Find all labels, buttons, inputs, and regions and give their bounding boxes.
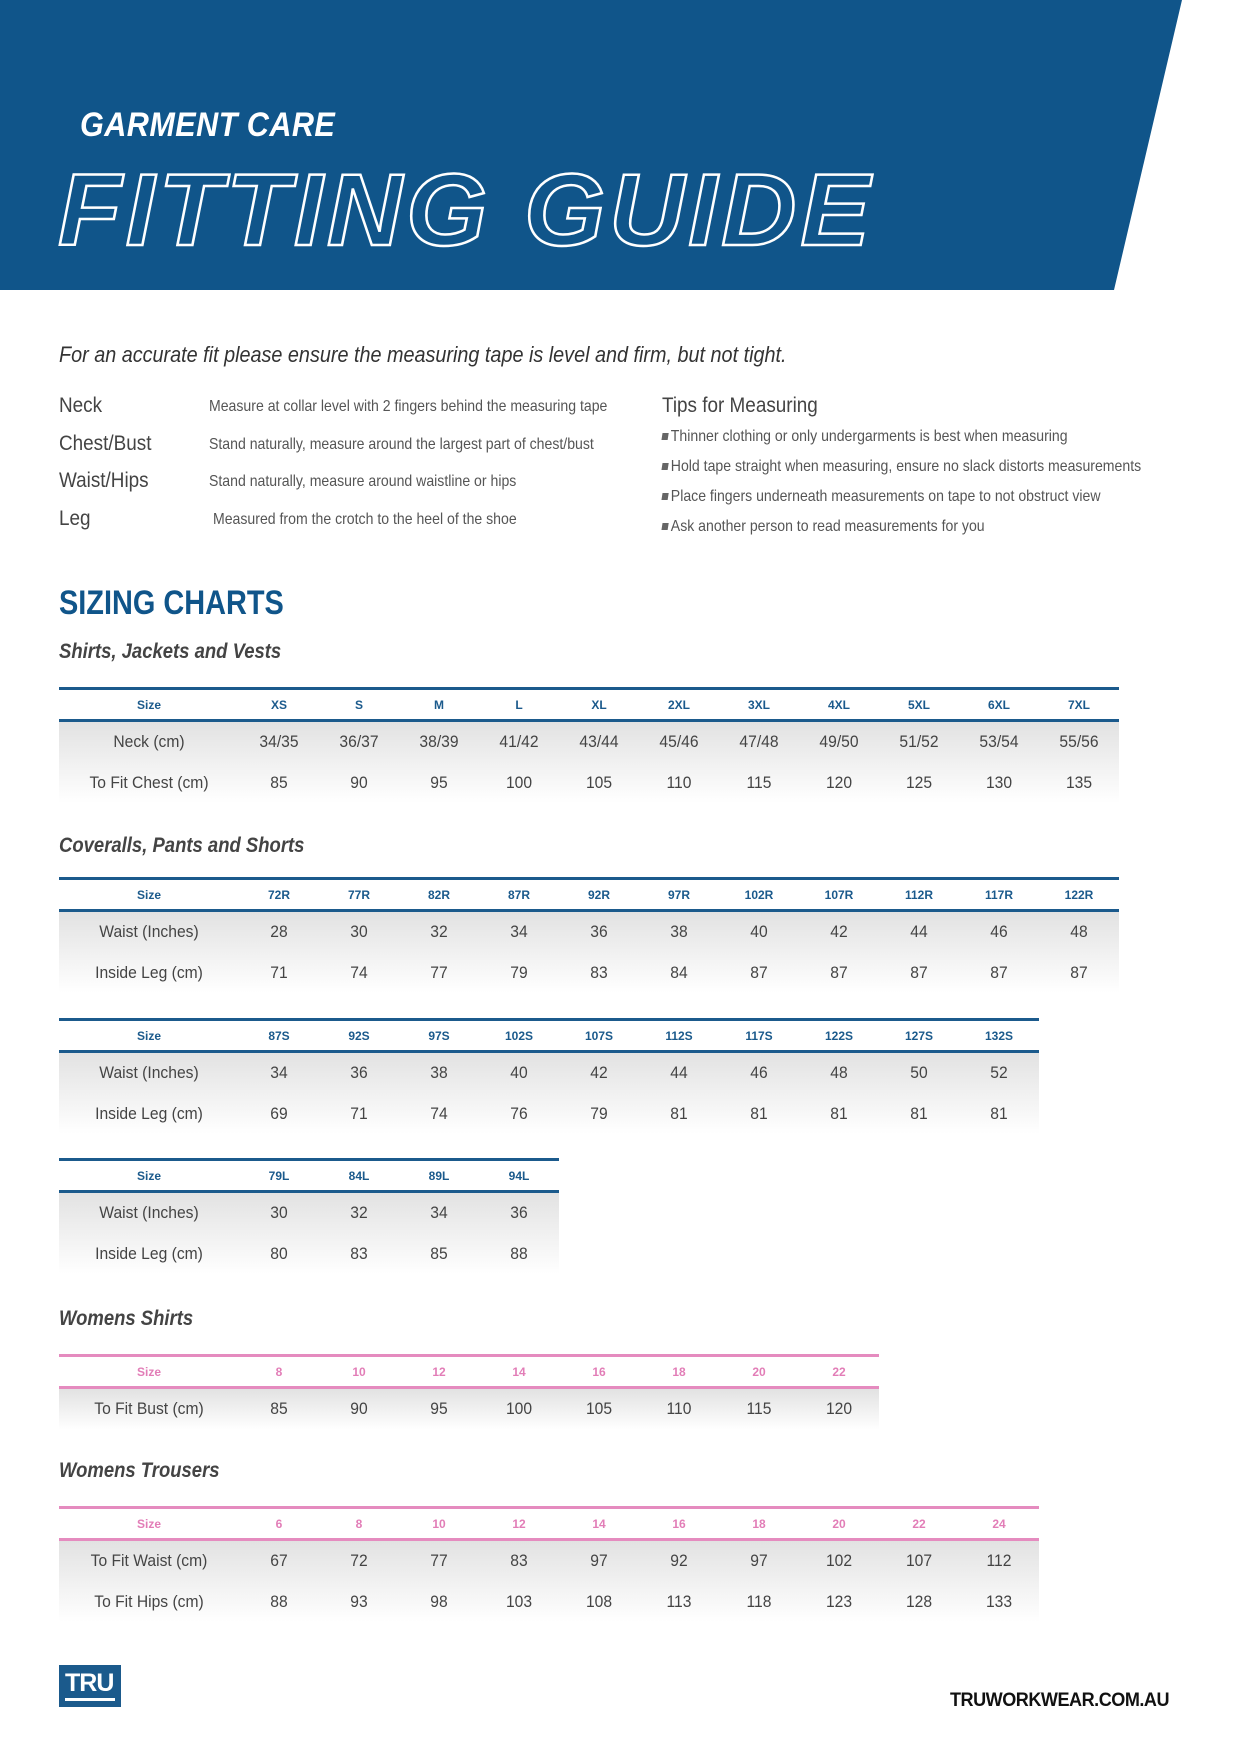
size-header: 22 [832,1364,846,1379]
banner-title: FITTING GUIDE [58,153,874,267]
size-header: 10 [352,1364,366,1379]
table-cell: 85 [270,772,288,792]
table-cell: 36/37 [339,732,379,752]
table-cell: 44 [910,922,928,942]
table-cell: 32 [430,922,448,942]
size-table-shirts [59,687,1119,803]
table-cell: 93 [350,1591,368,1611]
header-label: Size [136,1364,161,1379]
table-cell: 87 [910,962,928,982]
size-header: XS [270,697,287,712]
table-cell: 83 [510,1551,528,1571]
table-cell: 74 [350,962,368,982]
table-cell: 125 [905,772,933,792]
table-cell: 46 [990,922,1008,942]
bullet-icon [661,433,668,440]
bullet-icon [661,493,668,500]
table-cell: 87 [990,962,1008,982]
row-label: Inside Leg (cm) [95,1103,203,1123]
table-cell: 69 [270,1103,288,1123]
tip-item [662,518,1141,548]
table-cell: 123 [825,1591,853,1611]
size-header: 12 [432,1364,446,1379]
size-header: 16 [672,1516,686,1531]
table-cell: 34 [270,1063,288,1083]
header-label: Size [136,887,161,902]
size-header: S [354,697,363,712]
website-url: TRUWORKWEAR.COM.AU [950,1690,1170,1711]
table-cell: 38 [430,1063,448,1083]
size-header: 12 [512,1516,526,1531]
size-header: 97S [428,1028,450,1043]
size-header: 6XL [987,697,1010,712]
table-cell: 83 [590,962,608,982]
tip-text: Hold tape straight when measuring, ensure no slack distorts measurements [670,458,1142,475]
size-table-womens-trousers [59,1506,1039,1622]
table-body [59,722,1119,803]
size-header: 20 [832,1516,846,1531]
table-cell: 40 [750,922,768,942]
size-header: 107R [824,887,854,902]
size-header: 97R [667,887,690,902]
table-cell: 43/44 [579,732,619,752]
table-cell: 81 [750,1103,768,1123]
table-cell: 74 [430,1103,448,1123]
table-cell: 95 [430,772,448,792]
tip-item [662,428,1141,458]
size-header: 22 [912,1516,926,1531]
table-cell: 90 [350,772,368,792]
chart-title: Shirts, Jackets and Vests [59,640,282,663]
table-row [59,953,1119,994]
size-header: 10 [432,1516,446,1531]
table-cell: 110 [666,772,692,792]
table-cell: 110 [666,1399,692,1419]
table-cell: 103 [505,1591,533,1611]
table-cell: 34 [430,1203,448,1223]
tip-item [662,488,1141,518]
table-cell: 85 [270,1399,288,1419]
table-cell: 40 [510,1063,528,1083]
size-header: 107S [584,1028,614,1043]
header-label: Size [136,697,161,712]
table-header-row [59,1018,1039,1053]
table-row [59,1193,559,1234]
table-cell: 92 [670,1551,688,1571]
table-cell: 32 [350,1203,368,1223]
table-cell: 115 [746,772,772,792]
table-cell: 42 [590,1063,608,1083]
table-cell: 98 [430,1591,448,1611]
row-label: Inside Leg (cm) [95,962,203,982]
size-header: 8 [275,1364,283,1379]
table-cell: 46 [750,1063,768,1083]
table-cell: 30 [270,1203,288,1223]
tip-text: Thinner clothing or only undergarments is best when measuring [670,428,1068,445]
table-cell: 38 [670,922,688,942]
table-cell: 128 [905,1591,933,1611]
size-header: 84L [348,1168,370,1183]
table-cell: 88 [510,1243,528,1263]
size-header: 2XL [667,697,690,712]
table-cell: 135 [1065,772,1093,792]
size-header: 94L [508,1168,530,1183]
row-label: Waist (Inches) [99,1063,199,1083]
table-cell: 77 [430,1551,448,1571]
table-cell: 100 [505,1399,533,1419]
row-label: Neck (cm) [113,732,185,752]
measurement-label: Chest/Bust [59,431,152,455]
table-cell: 85 [430,1243,448,1263]
table-cell: 47/48 [739,732,779,752]
size-header: 20 [752,1364,766,1379]
size-header: 87S [268,1028,290,1043]
table-cell: 55/56 [1059,732,1099,752]
size-header: 127S [904,1028,934,1043]
table-cell: 118 [746,1591,772,1611]
size-header: 89L [428,1168,450,1183]
table-header-row [59,687,1119,722]
row-label: To Fit Hips (cm) [94,1591,204,1611]
table-cell: 108 [585,1591,613,1611]
table-cell: 48 [1070,922,1088,942]
table-row [59,1541,1039,1582]
table-cell: 105 [585,772,613,792]
table-cell: 72 [350,1551,368,1571]
measurement-description: Stand naturally, measure around waistline or hips [209,473,517,490]
row-label: To Fit Waist (cm) [90,1551,208,1571]
table-cell: 44 [670,1063,688,1083]
tip-text: Place fingers underneath measurements on tape to not obstruct view [670,488,1101,505]
table-cell: 36 [350,1063,368,1083]
size-table-stout [59,1018,1039,1134]
table-cell: 53/54 [979,732,1019,752]
tips-panel [662,394,1206,548]
row-label: To Fit Chest (cm) [89,772,209,792]
intro-text: For an accurate fit please ensure the measuring tape is level and firm, but not tight. [59,342,787,367]
table-cell: 41/42 [499,732,539,752]
table-cell: 81 [830,1103,848,1123]
table-cell: 87 [830,962,848,982]
table-cell: 52 [990,1063,1008,1083]
table-cell: 115 [746,1399,772,1419]
table-cell: 95 [430,1399,448,1419]
measurement-label: Waist/Hips [59,469,149,492]
size-header: 5XL [907,697,930,712]
sizing-charts-heading: SIZING CHARTS [59,584,284,622]
header-label: Size [136,1028,161,1043]
bullet-icon [661,523,668,530]
size-header: 14 [512,1364,526,1379]
table-header-row [59,1506,1039,1541]
size-header: 117R [984,887,1014,902]
row-label: Waist (Inches) [99,1203,199,1223]
table-cell: 133 [985,1591,1013,1611]
table-body [59,1193,559,1274]
size-header: 8 [355,1516,363,1531]
size-header: 3XL [747,697,770,712]
table-cell: 77 [430,962,448,982]
tips-title: Tips for Measuring [662,394,818,417]
size-header: 122R [1064,887,1094,902]
table-body [59,1053,1039,1134]
table-cell: 87 [750,962,768,982]
size-header: L [515,697,523,712]
table-cell: 81 [910,1103,928,1123]
size-header: 122S [824,1028,854,1043]
table-cell: 76 [510,1103,528,1123]
table-cell: 83 [350,1243,368,1263]
table-row [59,1389,879,1430]
table-cell: 102 [825,1551,853,1571]
table-cell: 113 [666,1591,692,1611]
size-header: M [434,697,444,712]
chart-title: Coveralls, Pants and Shorts [59,834,305,857]
logo-text: TRU [65,1669,114,1697]
size-header: 82R [427,887,450,902]
size-table-regular [59,877,1119,993]
logo-underline [65,1698,115,1701]
table-cell: 42 [830,922,848,942]
table-cell: 84 [670,962,688,982]
table-cell: 28 [270,922,288,942]
brand-logo [59,1665,121,1707]
table-cell: 50 [910,1063,928,1083]
table-cell: 81 [990,1103,1008,1123]
table-cell: 36 [510,1203,528,1223]
size-header: 112S [665,1028,693,1043]
table-row [59,912,1119,953]
table-cell: 36 [590,922,608,942]
table-cell: 107 [905,1551,933,1571]
measurement-description: Measured from the crotch to the heel of the shoe [213,510,517,528]
table-cell: 71 [350,1103,368,1123]
measurement-label: Neck [59,394,103,417]
table-cell: 71 [270,962,288,982]
size-header: 18 [752,1516,766,1531]
size-header: 6 [275,1516,283,1531]
table-cell: 30 [350,922,368,942]
banner-subtitle: GARMENT CARE [80,106,336,144]
table-row [59,1094,1039,1135]
size-header: XL [591,697,607,712]
size-header: 24 [992,1516,1006,1531]
table-body [59,1541,1039,1622]
header-banner [0,0,1240,290]
table-cell: 34 [510,922,528,942]
table-cell: 87 [1070,962,1088,982]
table-cell: 51/52 [899,732,939,752]
chart-title: Womens Trousers [59,1459,220,1482]
table-body [59,912,1119,993]
row-label: Inside Leg (cm) [95,1243,203,1263]
size-header: 79L [268,1168,290,1183]
size-header: 117S [745,1028,773,1043]
table-cell: 81 [670,1103,688,1123]
table-cell: 112 [986,1551,1012,1571]
table-cell: 67 [270,1551,288,1571]
measurement-label: Leg [59,506,91,530]
table-row [59,763,1119,804]
table-cell: 48 [830,1063,848,1083]
size-header: 132S [984,1028,1014,1043]
table-cell: 79 [590,1103,608,1123]
size-header: 18 [672,1364,686,1379]
measurement-description: Stand naturally, measure around the largest part of chest/bust [209,435,594,453]
table-cell: 105 [585,1399,613,1419]
tip-text: Ask another person to read measurements for you [670,518,985,535]
table-cell: 49/50 [819,732,859,752]
measurement-description: Measure at collar level with 2 fingers behind the measuring tape [209,398,608,415]
chart-title: Womens Shirts [59,1307,194,1330]
table-row [59,722,1119,763]
size-header: 102R [744,887,774,902]
size-header: 112R [904,887,934,902]
size-header: 7XL [1067,697,1090,712]
table-cell: 130 [985,772,1013,792]
table-cell: 97 [750,1551,768,1571]
size-header: 77R [347,887,370,902]
table-body [59,1389,879,1430]
size-header: 4XL [827,697,850,712]
table-cell: 88 [270,1591,288,1611]
size-header: 16 [592,1364,606,1379]
table-header-row [59,877,1119,912]
tip-item [662,458,1141,488]
table-header-row [59,1354,879,1389]
size-header: 87R [507,887,530,902]
table-cell: 120 [825,1399,853,1419]
table-row [59,1582,1039,1623]
table-row [59,1053,1039,1094]
header-label: Size [136,1168,161,1183]
table-cell: 34/35 [259,732,299,752]
size-table-womens-shirts [59,1354,879,1430]
table-cell: 80 [270,1243,288,1263]
size-header: 92S [348,1028,370,1043]
row-label: Waist (Inches) [99,922,199,942]
size-header: 72R [267,887,290,902]
table-cell: 38/39 [419,732,459,752]
table-cell: 100 [505,772,533,792]
size-header: 92R [587,887,610,902]
size-header: 102S [504,1028,534,1043]
bullet-icon [661,463,668,470]
table-cell: 120 [825,772,853,792]
table-cell: 97 [590,1551,608,1571]
table-cell: 45/46 [659,732,699,752]
header-label: Size [136,1516,161,1531]
size-table-long [59,1158,559,1274]
row-label: To Fit Bust (cm) [94,1399,204,1419]
table-cell: 90 [350,1399,368,1419]
size-header: 14 [592,1516,606,1531]
table-header-row [59,1158,559,1193]
table-row [59,1234,559,1275]
table-cell: 79 [510,962,528,982]
